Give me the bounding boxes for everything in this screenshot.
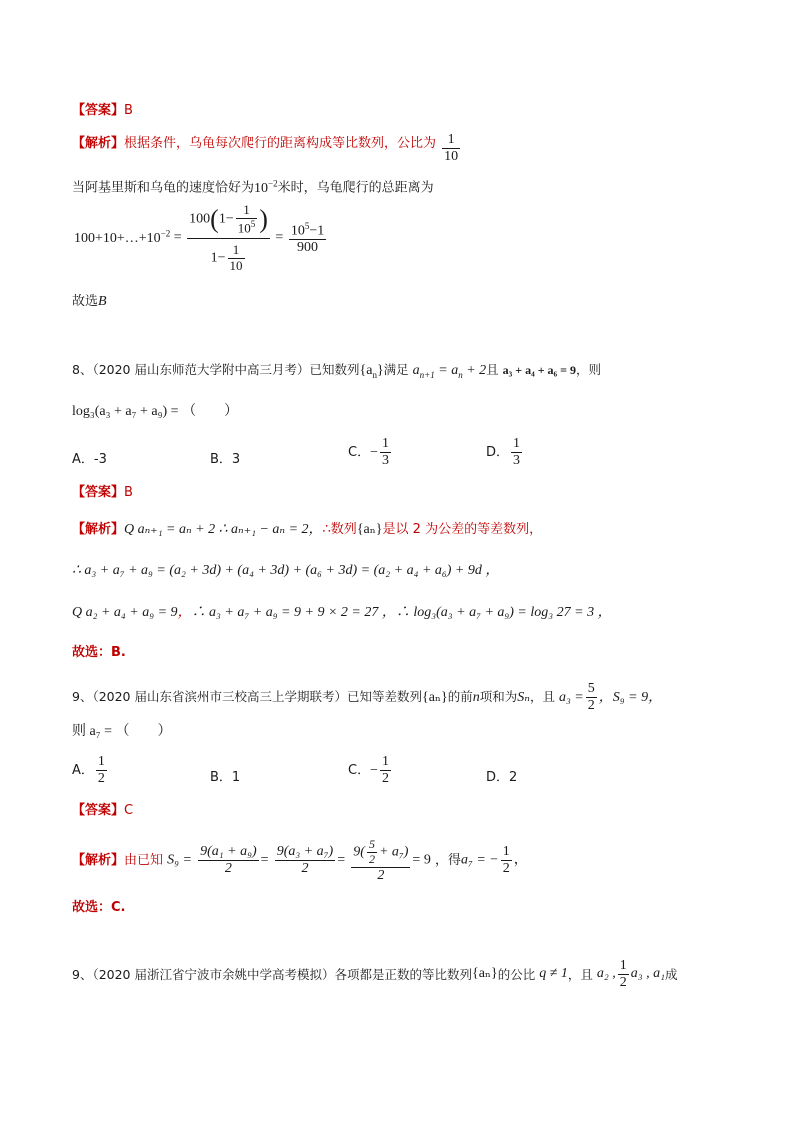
analysis-line-1 [72,132,462,165]
q9a-option-d: D．2 [486,770,518,785]
answer-tag: 【答案】 [72,103,125,118]
q9a-answer: 【答案】C [72,803,134,818]
q9a-stem: 9、（2020 届山东省滨州市三校高三上学期联考）已知等差数列{aₙ}的前n项和为Sₙ，且 a₃ = $\frac{5}{2}$ ，S₉ = 9， [72,681,663,714]
q8-analysis-2: ∴ a₃ + a₇ + a₉ = (a₂ + 3d) + (a₄ + 3d) + (a₆ + 3d) = (a₂ + a₄ + a₆) + 9d ， [72,563,500,578]
answer-value: B [124,103,133,118]
q8-analysis-1: 【解析】Q aₙ₊₁ = aₙ + 2 ∴ aₙ₊₁ − aₙ = 2，∴数列{aₙ}是以 2 为公差的等差数列， [72,522,543,537]
q8-answer: 【答案】B [72,485,133,500]
sum-result-fraction: $\frac{10^5-1}{900}$ [290,220,325,256]
q8-option-b: B．3 [210,452,241,467]
q9a-option-c: C．− $\frac{1}{2}$ [348,754,389,787]
q8-option-c: C．− $\frac{1}{3}$ [348,436,389,469]
q9a-option-a: A． $\frac{1}{2}$ [72,754,105,787]
q8-conclusion: 故选：B. [72,645,126,660]
analysis-tag: 【解析】 [72,136,125,152]
analysis-line-2: 当阿基里斯和乌龟的速度恰好为$10^{-2}$米时，乌龟爬行的总距离为 [72,178,434,196]
q9a-line2: 则 a₇ = （ ） [72,724,172,739]
ratio-fraction: $\frac{1}{10}$ [444,132,459,165]
sum-big-fraction: 100(1− $\frac{1}{10^5}$ ) 1− $\frac{1}{10}$ [189,202,268,274]
q9b-stem: 9、（2020 届浙江省宁波市余姚中学高考模拟）各项都是正数的等比数列{aₙ}的公比 q ≠ 1，且 a₂ , $\frac{1}{2}$ a₃ , a₁成 [72,958,678,991]
analysis-text: 根据条件，乌龟每次爬行的距离构成等比数列，公比为 [124,136,437,152]
q9a-conclusion: 故选：C. [72,900,126,915]
q8-option-a: A．-3 [72,452,107,467]
sum-lhs: $100+10+\dots+10^{-2}$ [74,228,171,247]
q9a-option-b: B．1 [210,770,241,785]
q8-option-d: D． $\frac{1}{3}$ [486,436,521,469]
sum-formula: $100+10+\dots+10^{-2}$ = 100(1− $\frac{1}{10^5}$ ) 1− $\frac{1}{10}$ = $\frac{10^5-1}{900}$ [74,202,325,274]
conclusion-1: 故选B [72,294,107,309]
answer-line-1 [72,103,133,119]
q9a-analysis: 【解析】由已知 S₉ = $\frac{\text{9(a₁ + a₉)}}{2}$ = $\frac{\text{9(a₃ + a₇)}}{2}$ = 9( $\frac{5}{2}$ + a₇) 2 = 9 ，得a₇ = − $\frac{1}{2}$ ， [72,837,528,883]
q8-analysis-3: Q a₂ + a₄ + a₉ = 9，∴ a₃ + a₇ + a₉ = 9 + 9 × 2 = 27 ，∴ log₃(a₃ + a₇ + a₉) = log₃ 27 = 3 ， [72,605,612,620]
q8-stem: 8、（2020 届山东师范大学附中高三月考）已知数列$\{a_n\}$满足 $a_{n+1} = a_n + 2$且 a₃ + a₄ + a₆ = 9，则 [72,362,601,380]
q8-line2: log₃(a₃ + a₇ + a₉) = （ ） [72,404,239,419]
